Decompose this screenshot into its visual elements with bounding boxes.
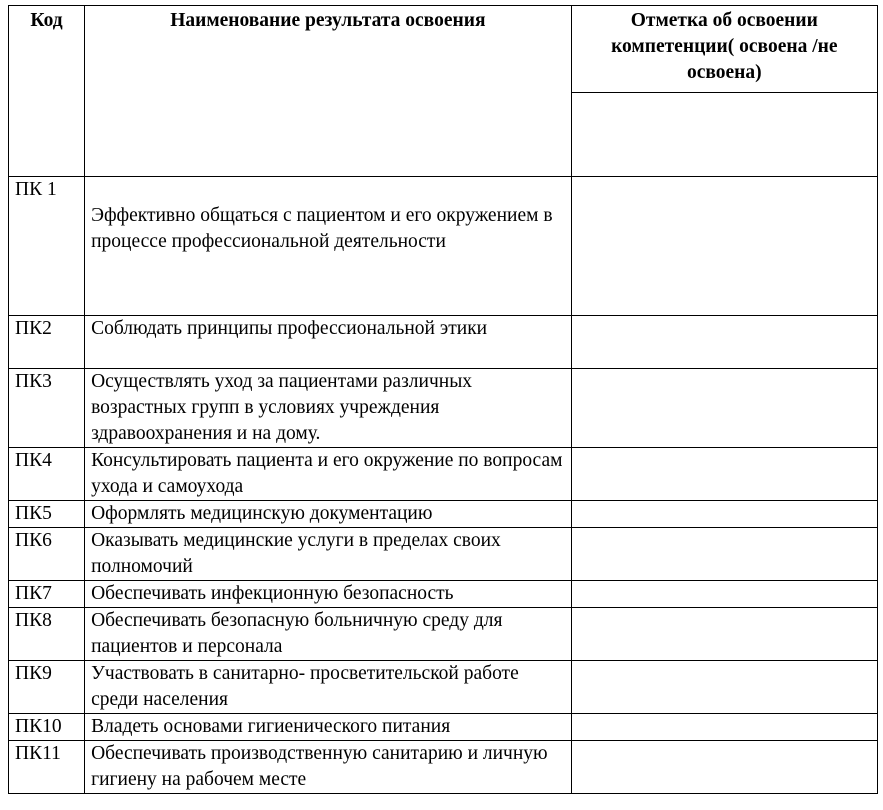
table-header-row [9,6,878,93]
table-row [9,661,878,714]
row-code: ПК2 [9,316,85,369]
row-mark [571,369,877,448]
row-mark [571,661,877,714]
row-name: Консультировать пациента и его окружение по вопросам ухода и самоухода [85,448,572,501]
row-name: Осуществлять уход за пациентами различных возрастных групп в условиях учреждения здравоохранения и на дому. [85,369,572,448]
row-mark [571,177,877,316]
row-mark [571,581,877,608]
header-mark: Отметка об освоении компетенции( освоена /не освоена) [571,6,877,93]
row-name: Оформлять медицинскую документацию [85,501,572,528]
row-code: ПК5 [9,501,85,528]
header-code: Код [9,6,85,177]
row-name: Участвовать в санитарно- просветительской работе среди населения [85,661,572,714]
table-row [9,581,878,608]
row-mark [571,501,877,528]
row-mark [571,528,877,581]
row-code: ПК9 [9,661,85,714]
row-code: ПК6 [9,528,85,581]
row-name: Обеспечивать безопасную больничную среду для пациентов и персонала [85,608,572,661]
row-name: Владеть основами гигиенического питания [85,714,572,741]
row-mark [571,608,877,661]
row-mark [571,714,877,741]
row-code: ПК7 [9,581,85,608]
row-name: Соблюдать принципы профессиональной этики [85,316,572,369]
table-row [9,528,878,581]
table-row [9,177,878,316]
document-page [8,5,878,805]
row-code: ПК10 [9,714,85,741]
row-name: Оказывать медицинские услуги в пределах своих полномочий [85,528,572,581]
header-mark-blank-cell [571,92,877,176]
row-code: ПК11 [9,741,85,794]
row-mark [571,316,877,369]
table-row [9,369,878,448]
table-row [9,316,878,369]
row-code: ПК8 [9,608,85,661]
table-row [9,741,878,794]
row-mark [571,741,877,794]
competency-table [8,5,878,794]
row-code: ПК4 [9,448,85,501]
row-name: Обеспечивать инфекционную безопасность [85,581,572,608]
row-name: Обеспечивать производственную санитарию и личную гигиену на рабочем месте [85,741,572,794]
header-name: Наименование результата освоения [85,6,572,177]
row-mark [571,448,877,501]
table-row [9,714,878,741]
row-code: ПК 1 [9,177,85,316]
table-row [9,501,878,528]
row-name: Эффективно общаться с пациентом и его окружением в процессе профессиональной деятельности [85,177,572,316]
table-row [9,608,878,661]
row-code: ПК3 [9,369,85,448]
table-row [9,448,878,501]
